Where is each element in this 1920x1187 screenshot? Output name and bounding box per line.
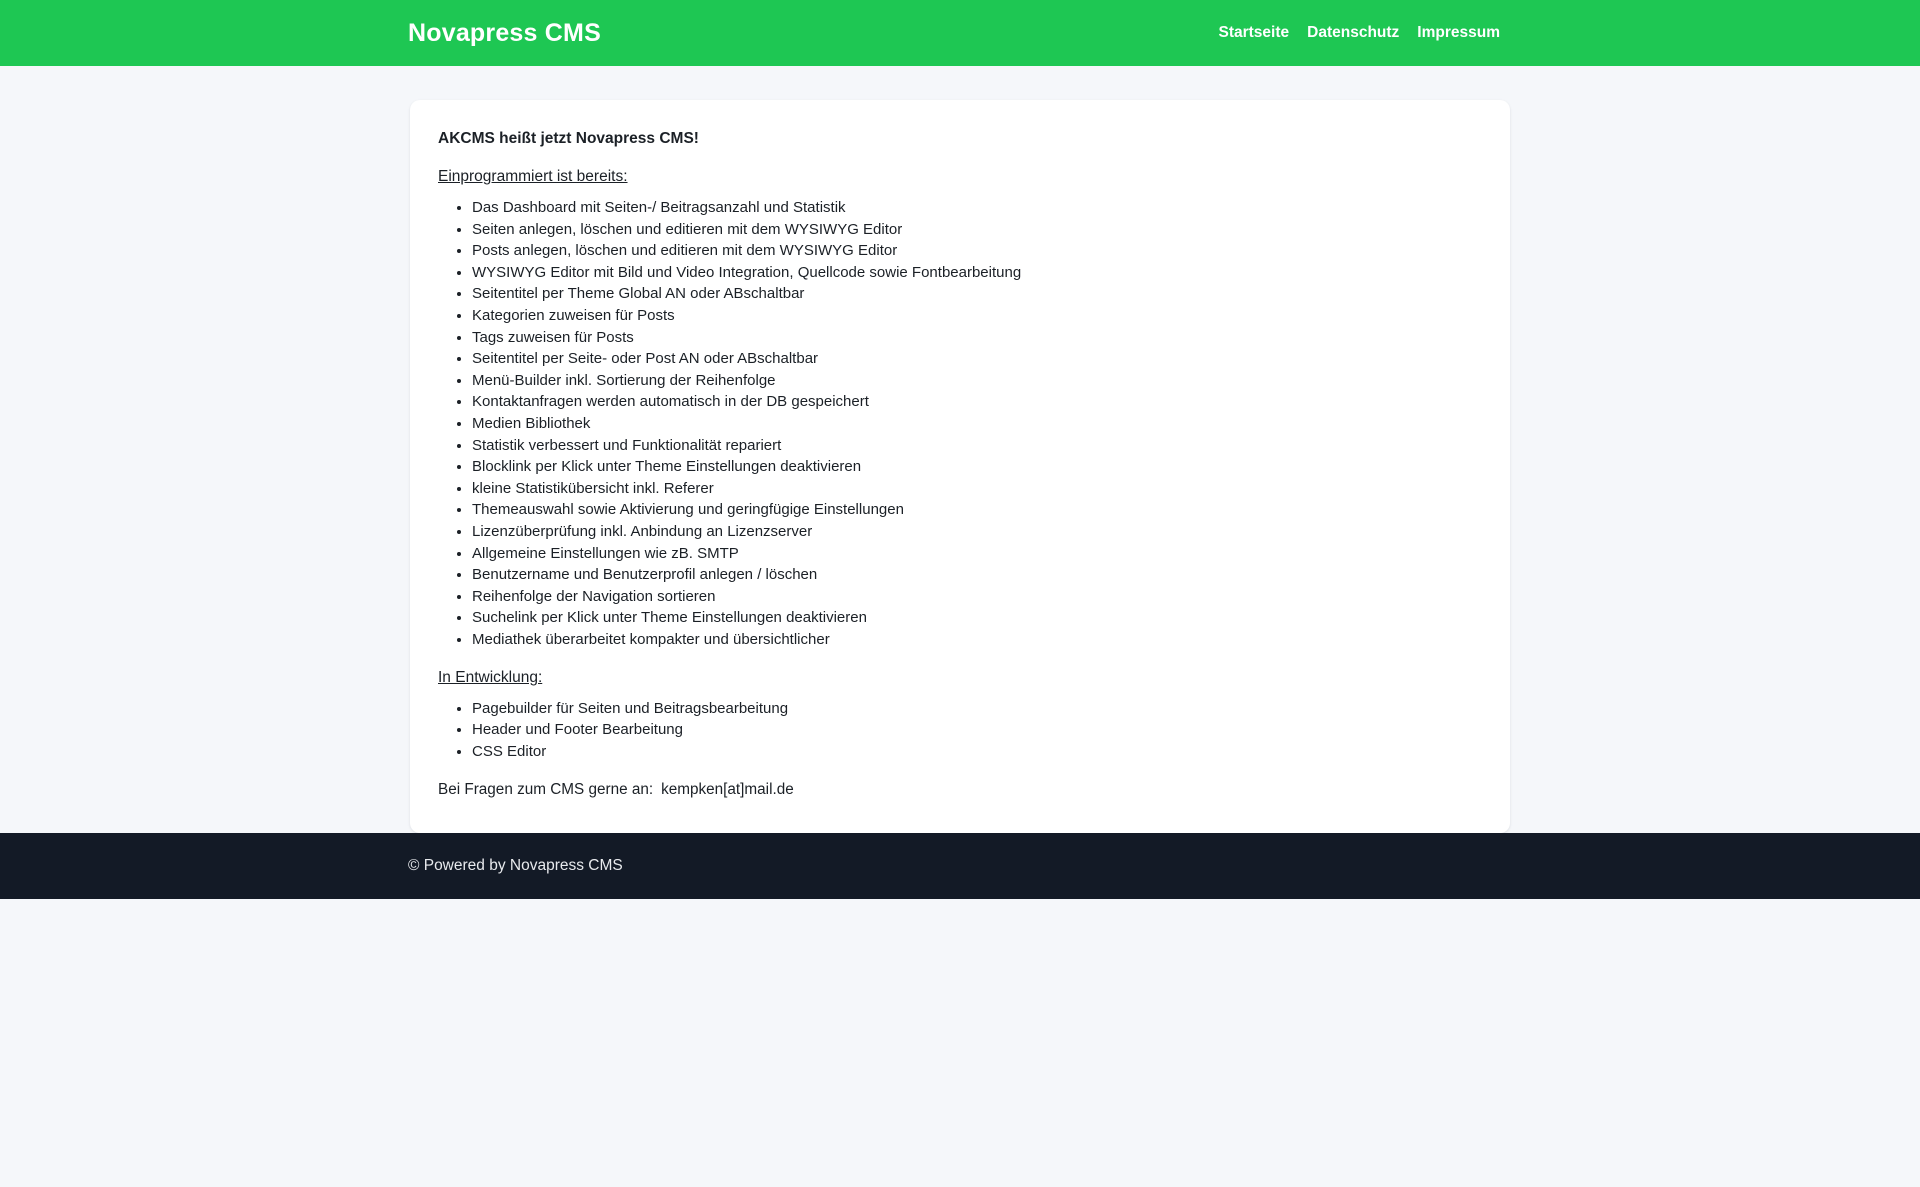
list-item: • Mediathek überarbeitet kompakter und übersichtlicher (472, 632, 1482, 647)
page-title: AKCMS heißt jetzt Novapress CMS! (438, 130, 699, 147)
list-item: • WYSIWYG Editor mit Bild und Video Integration, Quellcode sowie Fontbearbeitung (472, 265, 1482, 280)
list-item: • Blocklink per Klick unter Theme Einstellungen deaktivieren (472, 459, 1482, 474)
list-item: • Benutzername und Benutzerprofil anlegen / löschen (472, 567, 1482, 582)
list-item: • Header und Footer Bearbeitung (472, 722, 1482, 737)
dev-feature-list (438, 701, 1482, 759)
nav-item-startseite[interactable] (1218, 24, 1289, 42)
nav-item-impressum[interactable] (1417, 24, 1500, 42)
content-card-inner (438, 130, 1482, 799)
dev-section-heading: In Entwicklung: (438, 668, 543, 686)
nav-item-datenschutz[interactable] (1307, 24, 1399, 42)
nav-link-startseite[interactable]: Startseite (1218, 24, 1290, 41)
list-item: • Suchelink per Klick unter Theme Einstellungen deaktivieren (472, 610, 1482, 625)
contact-email: kempken[at]mail.de (661, 781, 794, 799)
page-bottom-filler (0, 899, 1920, 1187)
site-footer (0, 833, 1920, 899)
list-item: • Seitentitel per Seite- oder Post AN oder ABschaltbar (472, 351, 1482, 366)
list-item: • kleine Statistikübersicht inkl. Referer (472, 481, 1482, 496)
list-item: • Kategorien zuweisen für Posts (472, 308, 1482, 323)
list-item: • Allgemeine Einstellungen wie zB. SMTP (472, 546, 1482, 561)
done-feature-list (438, 200, 1482, 647)
footer-copyright: © Powered by Novapress CMS (408, 857, 623, 875)
list-item: • Statistik verbessert und Funktionalität repariert (472, 438, 1482, 453)
nav-link-datenschutz[interactable]: Datenschutz (1307, 24, 1400, 41)
list-item: • Kontaktanfragen werden automatisch in der DB gespeichert (472, 394, 1482, 409)
list-item: • Medien Bibliothek (472, 416, 1482, 431)
content-card (410, 100, 1510, 833)
list-item: • Pagebuilder für Seiten und Beitragsbearbeitung (472, 701, 1482, 716)
list-item: • Seitentitel per Theme Global AN oder ABschaltbar (472, 286, 1482, 301)
list-item: • Themeauswahl sowie Aktivierung und geringfügige Einstellungen (472, 502, 1482, 517)
main-navigation (1218, 24, 1500, 42)
list-item: • Lizenzüberprüfung inkl. Anbindung an Lizenzserver (472, 524, 1482, 539)
list-item: • Menü-Builder inkl. Sortierung der Reihenfolge (472, 373, 1482, 388)
list-item: • Seiten anlegen, löschen und editieren mit dem WYSIWYG Editor (472, 222, 1482, 237)
list-item: • Reihenfolge der Navigation sortieren (472, 589, 1482, 604)
contact-label: Bei Fragen zum CMS gerne an: (438, 781, 654, 799)
list-item: • Posts anlegen, löschen und editieren mit dem WYSIWYG Editor (472, 243, 1482, 258)
contact-line (438, 781, 1482, 799)
page-content (0, 66, 1920, 833)
list-item: • CSS Editor (472, 744, 1482, 759)
list-item: • Tags zuweisen für Posts (472, 330, 1482, 345)
header-container (0, 19, 1920, 48)
brand-logo[interactable]: Novapress CMS (408, 18, 601, 47)
list-item: • Das Dashboard mit Seiten-/ Beitragsanzahl und Statistik (472, 200, 1482, 215)
nav-link-impressum[interactable]: Impressum (1417, 24, 1500, 41)
done-section-heading: Einprogrammiert ist bereits: (438, 168, 628, 185)
site-header (0, 0, 1920, 66)
